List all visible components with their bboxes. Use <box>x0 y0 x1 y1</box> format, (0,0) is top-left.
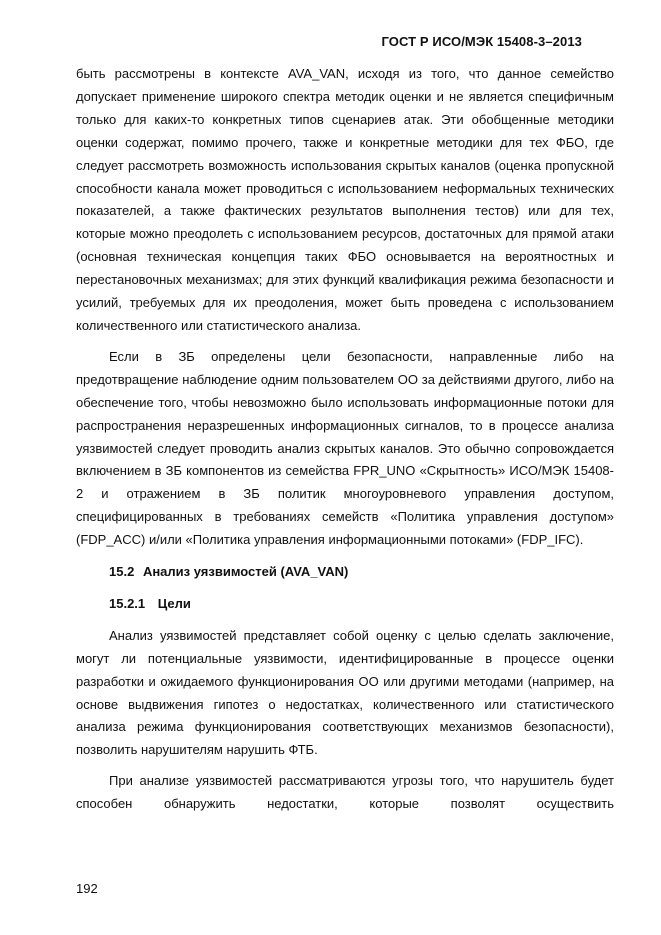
paragraph-threats: При анализе уязвимостей рассматриваются угрозы того, что нарушитель будет способен обнаружить недостатки, которые позволят осуществить <box>76 773 614 812</box>
page-header: ГОСТ Р ИСО/МЭК 15408-3–2013 <box>381 34 582 49</box>
subsection-title: Цели <box>157 595 191 611</box>
paragraph-covert-channels: Если в ЗБ определены цели безопасности, направленные либо на предотвращение наблюдение одним пользователем ОО за действиями другого, либо на обеспечение того, чтобы невозможно было использовать информационные потоки для распространения неразрешенных информационных сигналов, то в процессе анализа уязвимостей следует проводить анализ скрытых каналов. Это обычно сопровождается включением в ЗБ компонентов из семейства FPR_UNO «Скрытность» ИСО/МЭК 15408-2 и отражением в ЗБ политик многоуровневого управления доступом, специфицированных в требованиях семейств «Политика управления доступом» (FDP_ACC) и/или «Политика управления информационными потоками» (FDP_IFC). <box>76 348 614 548</box>
subsection-heading <box>109 593 614 616</box>
section-heading <box>109 561 614 584</box>
page-body <box>76 63 614 816</box>
page-number: 192 <box>76 881 98 896</box>
paragraph-vulnerability-analysis: Анализ уязвимостей представляет собой оценку с целью сделать заключение, могут ли потенциальные уязвимости, идентифицированные в процессе оценки разработки и ожидаемого функционирования ОО или другими методами (например, на основе выдвижения гипотез о недостатках, количественного или статистического анализа режима функционирования соответствующих механизмов безопасности), позволить нарушителям нарушить ФТБ. <box>76 627 614 758</box>
section-number: 15.2 <box>109 564 135 580</box>
section-title: Анализ уязвимостей (AVA_VAN) <box>142 564 349 580</box>
subsection-number: 15.2.1 <box>109 595 146 611</box>
paragraph-continuation: быть рассмотрены в контексте AVA_VAN, исходя из того, что данное семейство допускает применение широкого спектра методик оценки и не является специфичным только для каких-то конкретных типов сценариев атак. Эти обобщенные методики оценки содержат, помимо прочего, также и конкретные методики для тех ФБО, где следует рассмотреть возможность использования скрытых каналов (оценка пропускной способности канала может проводиться с использованием неформальных технических показателей, а также фактических результатов выполнения тестов) или для тех, которые можно преодолеть с использованием ресурсов, достаточных для прямой атаки (основная техническая концепция таких ФБО основывается на вероятностных и перестановочных механизмах; для этих функций квалификация режима безопасности и усилий, требуемых для их преодоления, может быть проведена с использованием количественного или статистического анализа. <box>76 66 614 333</box>
